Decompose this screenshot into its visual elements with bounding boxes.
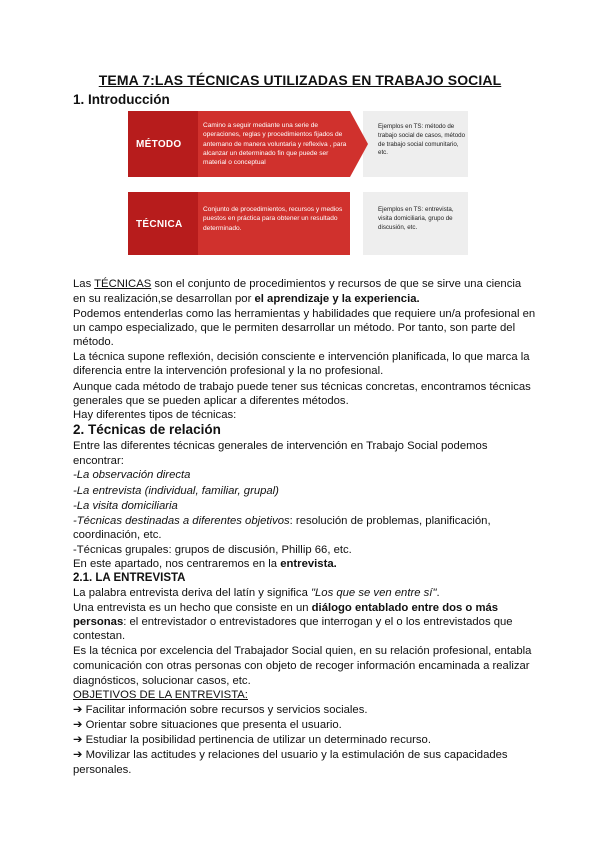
list-item: -La entrevista (individual, familiar, grupal) bbox=[73, 485, 279, 497]
paragraph-line: generales que se pueden aplicar a diferentes métodos. bbox=[73, 395, 349, 407]
section-heading-introduccion: 1. Introducción bbox=[73, 92, 170, 107]
paragraph-line: La técnica supone reflexión, decisión consciente e intervención planificada, lo que marca la bbox=[73, 351, 530, 363]
paragraph-line: En este apartado, nos centraremos en la entrevista. bbox=[73, 558, 337, 570]
page-title: TEMA 7:LAS TÉCNICAS UTILIZADAS EN TRABAJO SOCIAL bbox=[98, 72, 502, 88]
list-item: -La visita domiciliaria bbox=[73, 500, 178, 512]
metodo-example: Ejemplos en TS: método de trabajo social de casos, método de trabajo social comunitario, etc. bbox=[378, 123, 466, 157]
paragraph-line: Podemos entenderlas como las herramientas y habilidades que requiere un/a profesional en bbox=[73, 308, 536, 320]
list-item: personales. bbox=[73, 764, 132, 776]
objetivos-heading: OBJETIVOS DE LA ENTREVISTA: bbox=[73, 689, 248, 701]
tecnica-definition: Conjunto de procedimientos, recursos y medios puestos en práctica para obtener un resultado determinado. bbox=[203, 206, 343, 232]
paragraph-line: comunicación con otras personas con objeto de recoger información encaminada a realizar bbox=[73, 660, 530, 672]
paragraph-line: Hay diferentes tipos de técnicas: bbox=[73, 409, 237, 421]
diagram-row-tecnica bbox=[128, 192, 468, 255]
paragraph-line: Una entrevista es un hecho que consiste en un diálogo entablado entre dos o más bbox=[73, 602, 499, 614]
list-item: coordinación, etc. bbox=[73, 529, 162, 541]
list-item: -La observación directa bbox=[73, 469, 191, 481]
list-item: ➔ Facilitar información sobre recursos y servicios sociales. bbox=[73, 704, 368, 716]
paragraph-line: Es la técnica por excelencia del Trabajador Social quien, en su relación profesional, entabla bbox=[73, 645, 532, 657]
paragraph-line: diferencia entre la intervención profesional y la no profesional. bbox=[73, 365, 384, 377]
paragraph-line: método. bbox=[73, 336, 114, 348]
paragraph-line: un campo especializado, que le permiten desarrollar un método. Por tanto, son parte del bbox=[73, 322, 516, 334]
tecnica-example: Ejemplos en TS: entrevista, visita domiciliaria, grupo de discusión, etc. bbox=[378, 206, 454, 231]
metodo-label: MÉTODO bbox=[136, 139, 182, 150]
metodo-tecnica-diagram bbox=[128, 111, 468, 255]
paragraph-line: Entre las diferentes técnicas generales de intervención en Trabajo Social podemos bbox=[73, 440, 488, 452]
list-item: ➔ Estudiar la posibilidad pertinencia de utilizar un determinado recurso. bbox=[73, 734, 431, 746]
paragraph-line: contestan. bbox=[73, 630, 126, 642]
diagram-row-metodo bbox=[128, 111, 468, 177]
paragraph-line: encontrar: bbox=[73, 455, 124, 467]
section-heading-tecnicas-relacion: 2. Técnicas de relación bbox=[73, 422, 221, 437]
paragraph-line: Las TÉCNICAS son el conjunto de procedimientos y recursos de que se sirve una ciencia bbox=[73, 278, 522, 290]
metodo-definition: Camino a seguir mediante una serie de operaciones, reglas y procedimientos fijados de antemano de manera voluntaria y reflexiva , para alcanzar un determinado fin que puede ser material o conceptual bbox=[203, 122, 347, 167]
paragraph-line: en su realización,se desarrollan por el aprendizaje y la experiencia. bbox=[73, 293, 420, 305]
paragraph-line: La palabra entrevista deriva del latín y significa "Los que se ven entre sí". bbox=[73, 587, 440, 599]
list-item: ➔ Movilizar las actitudes y relaciones del usuario y la estimulación de sus capacidades bbox=[73, 749, 508, 761]
list-item: -Técnicas destinadas a diferentes objetivos: resolución de problemas, planificación, bbox=[73, 515, 491, 527]
tecnicas-term: TÉCNICAS bbox=[94, 278, 152, 290]
section-heading-entrevista: 2.1. LA ENTREVISTA bbox=[73, 572, 186, 584]
paragraph-line: diagnósticos, solucionar casos, etc. bbox=[73, 675, 251, 687]
list-item: -Técnicas grupales: grupos de discusión, Phillip 66, etc. bbox=[73, 544, 352, 556]
list-item: ➔ Orientar sobre situaciones que presenta el usuario. bbox=[73, 719, 342, 731]
paragraph-line: personas: el entrevistador o entrevistadores que interrogan y el o los entrevistados que bbox=[73, 616, 513, 628]
tecnica-label: TÉCNICA bbox=[136, 219, 183, 230]
paragraph-line: Aunque cada método de trabajo puede tener sus técnicas concretas, encontramos técnicas bbox=[73, 381, 531, 393]
